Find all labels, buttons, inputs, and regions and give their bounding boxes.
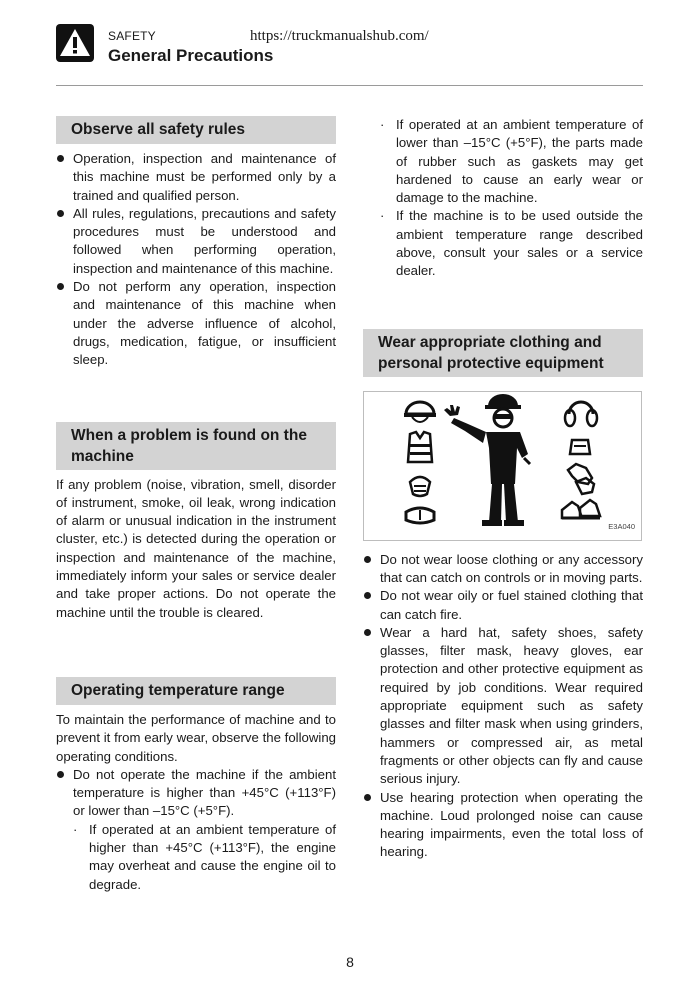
temperature-list xyxy=(56,766,336,894)
temperature-paragraph: To maintain the performance of machine and to prevent it from early wear, observe the following operating conditions. xyxy=(56,711,336,764)
sub-list-item: · If the machine is to be used outside the ambient temperature range described above, consult your sales or a service dealer. xyxy=(380,207,643,280)
sub-list-item: · If operated at an ambient temperature of higher than +45°C (+113°F), the engine may overheat and cause the engine oil to degrade. xyxy=(73,821,336,894)
ear-protection-icon xyxy=(565,402,597,426)
safety-rules-list xyxy=(56,150,336,370)
list-item: Do not wear loose clothing or any accessory that can catch on controls or in moving parts. xyxy=(363,551,643,588)
watermark-url: https://truckmanualshub.com/ xyxy=(250,28,429,44)
left-column xyxy=(56,116,336,894)
heading-protective-equipment: Wear appropriate clothing and personal protective equipment xyxy=(363,329,643,377)
heavy-gloves-icon xyxy=(568,464,594,494)
protective-equipment-list xyxy=(363,551,643,862)
list-item: All rules, regulations, precautions and safety procedures must be understood and followed when performing operation, inspection and maintenance of this machine. xyxy=(56,205,336,278)
list-item: Wear a hard hat, safety shoes, safety glasses, filter mask, heavy gloves, ear protection and other protective equipment as required by job conditions. Wear required appropriate equipment such as safety glasses and filter mask when using grinders, hammers or compressed air, as metal fragments or other objects can fly and cause serious injury. xyxy=(363,624,643,789)
temperature-sublist-continued xyxy=(363,116,643,281)
worker-figure-icon xyxy=(444,394,530,526)
hard-hat-icon xyxy=(404,402,436,422)
safety-vest-icon xyxy=(408,432,432,462)
safety-glasses-icon xyxy=(406,508,434,523)
page-title: General Precautions xyxy=(108,46,274,65)
list-item: Use hearing protection when operating the machine. Loud prolonged noise can cause hearing impairments, even the total loss of hearing. xyxy=(363,789,643,862)
heading-problem-found: When a problem is found on the machine xyxy=(56,422,336,470)
figure-code: E3A040 xyxy=(608,522,635,532)
problem-paragraph: If any problem (noise, vibration, smell, disorder of instrument, smoke, oil leak, wrong indication of alarm or unusual indication in the instrument cluster, etc.) is detected during the operation or inspection and maintenance of the machine, immediately inform your sales or service dealer and take proper actions. Do not operate the machine until the trouble is cleared. xyxy=(56,476,336,620)
heading-operating-temperature: Operating temperature range xyxy=(56,677,336,705)
list-item xyxy=(56,766,336,894)
list-item: Operation, inspection and maintenance of this machine must be performed only by a trained and qualified person. xyxy=(56,150,336,205)
protective-equipment-figure xyxy=(363,391,642,541)
safety-shoes-icon xyxy=(562,500,600,518)
page-number: 8 xyxy=(346,954,354,970)
list-item-text: Do not operate the machine if the ambient temperature is higher than +45°C (+113°F) or lower than –15°C (+5°F). xyxy=(73,766,336,819)
sub-list-item: · If operated at an ambient temperature of lower than –15°C (+5°F), the parts made of rubber such as gaskets may get hardened to cause an early wear or damage to the machine. xyxy=(380,116,643,207)
heading-observe-safety-rules: Observe all safety rules xyxy=(56,116,336,144)
warning-triangle-icon xyxy=(56,24,94,62)
protective-equipment-illustration xyxy=(364,392,641,540)
list-item: Do not wear oily or fuel stained clothing that can catch fire. xyxy=(363,587,643,624)
section-label: SAFETY xyxy=(108,29,156,43)
respirator-icon xyxy=(570,440,590,454)
right-column xyxy=(363,116,643,862)
filter-mask-icon xyxy=(410,477,430,496)
list-item: Do not perform any operation, inspection and maintenance of this machine when under the adverse influence of alcohol, drugs, medication, fatigue, or insufficient sleep. xyxy=(56,278,336,369)
temperature-sublist xyxy=(73,821,336,894)
header-divider xyxy=(56,85,643,86)
